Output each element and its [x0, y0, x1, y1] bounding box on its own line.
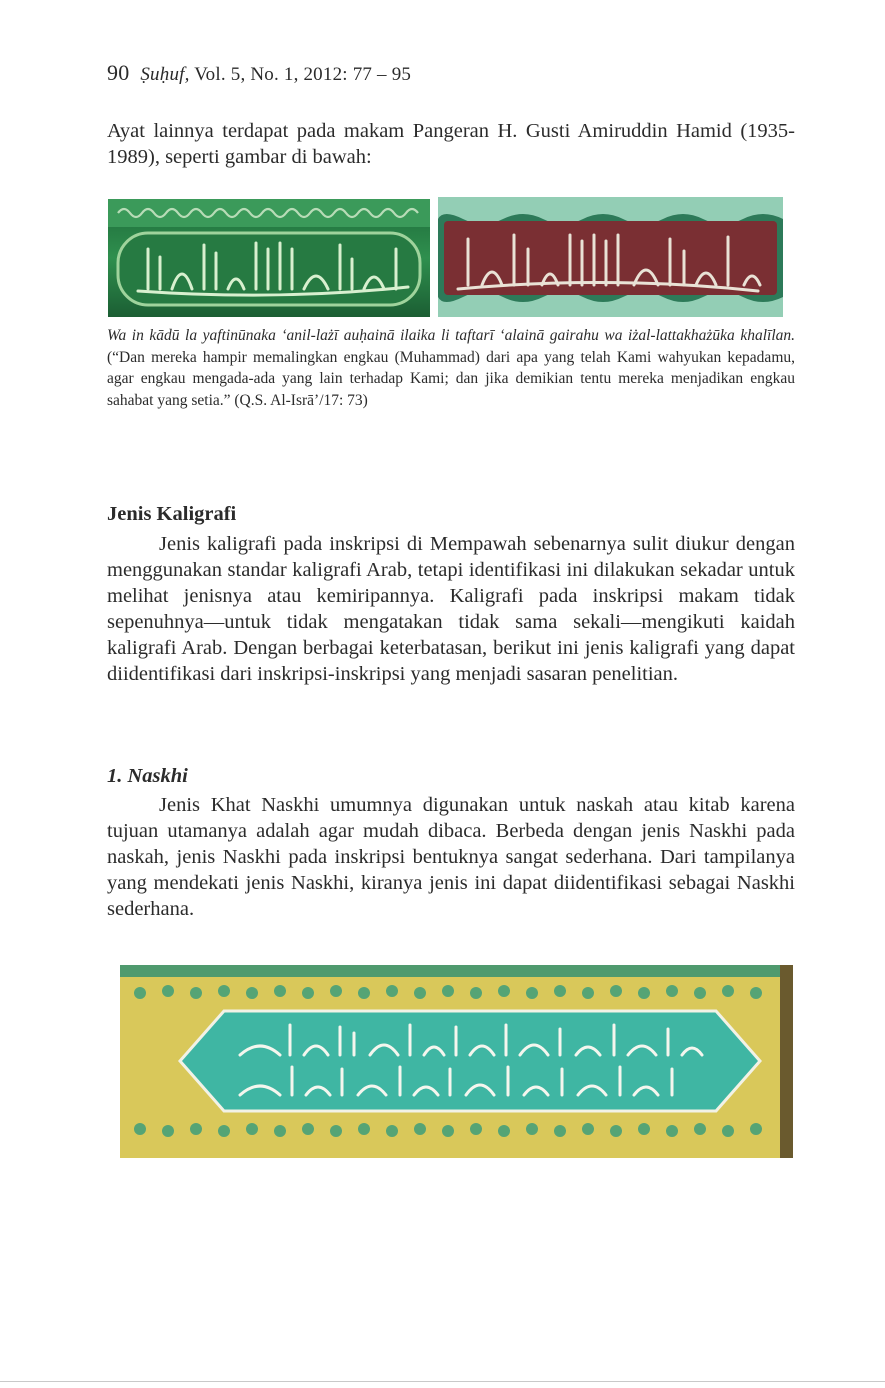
- subsection-paragraph: Jenis Khat Naskhi umumnya digunakan untuk naskah atau kitab karena tujuan utamanya adalah agar mudah dibaca. Berbeda dengan jenis Naskhi pada naskah, jenis Naskhi pada inskripsi bentuknya sangat sederhana. Dari tampilanya yang mendekati jenis Naskhi, kiranya jenis ini dapat diidentifikasi sebagai Naskhi sederhana.: [107, 794, 795, 920]
- caption-transliteration: Wa in kādū la yaftinūnaka ‘anil-lażī auḥainā ilaika li taftarī ‘alainā gairahu wa iżal-lattakhażūka khalīlan.: [107, 327, 795, 344]
- inscription-photo-green: [108, 199, 430, 317]
- journal-name: Ṣuḥuf,: [140, 64, 190, 85]
- inscription-photo-maroon: [438, 197, 783, 317]
- section-heading: Jenis Kaligrafi: [107, 503, 237, 525]
- volume-info: Vol. 5, No. 1, 2012: 77 – 95: [194, 64, 412, 85]
- page-number: 90: [107, 60, 130, 85]
- caption-translation: (“Dan mereka hampir memalingkan engkau (Muhammad) dari apa yang telah Kami wahyukan kepadamu, agar engkau mengada-ada yang lain terhadap Kami; dan jika demikian tentu mereka menjadikan engkau sahabat yang setia.” (Q.S. Al-Isrā’/17: 73): [107, 348, 795, 409]
- section-paragraph: Jenis kaligrafi pada inskripsi di Mempawah sebenarnya sulit diukur dengan menggunakan standar kaligrafi Arab, tetapi identifikasi ini dilakukan sekadar untuk melihat jenisnya atau kemiripannya. Kaligrafi pada inskripsi makam tidak sepenuhnya—untuk tidak mengatakan tidak sama sekali—mengikuti kaidah kaligrafi Arab. Dengan berbagai keterbatasan, berikut ini jenis kaligrafi yang dapat diidentifikasi dari inskripsi-inskripsi yang menjadi sasaran penelitian.: [107, 533, 795, 685]
- running-header: [107, 60, 411, 86]
- subsection-heading: 1. Naskhi: [107, 765, 188, 787]
- intro-paragraph: Ayat lainnya terdapat pada makam Pangeran H. Gusti Amiruddin Hamid (1935-1989), seperti gambar di bawah:: [107, 120, 795, 168]
- page-bottom-rule: [0, 1381, 885, 1382]
- inscription-photo-naskhi: [120, 965, 793, 1158]
- figure-caption: [107, 325, 795, 411]
